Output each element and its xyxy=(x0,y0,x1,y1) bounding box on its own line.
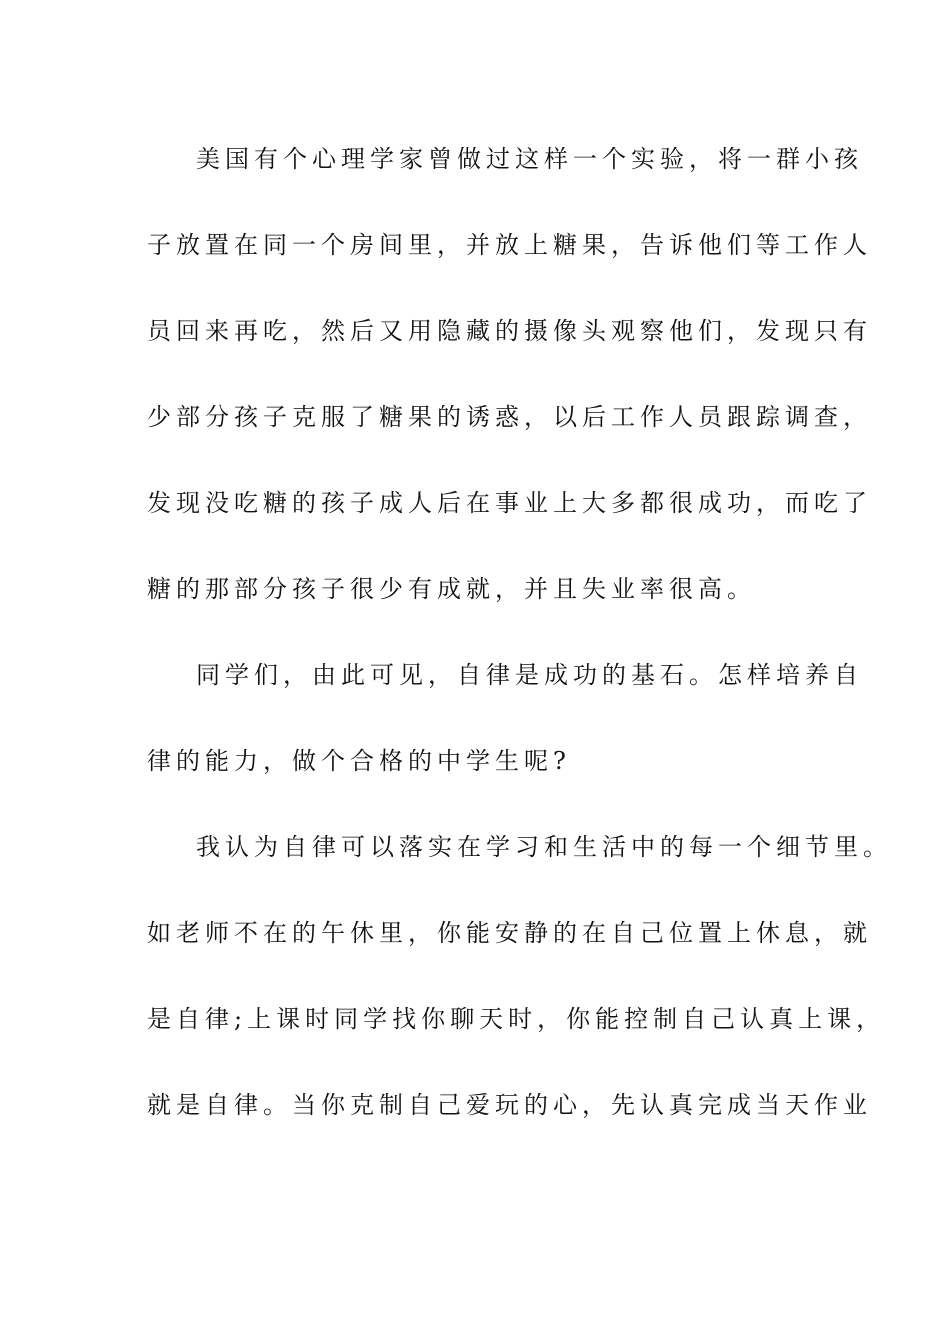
paragraph-3-line-1: 我认为自律可以落实在学习和生活中的每一个细节里。 xyxy=(196,833,892,861)
paragraph-2-line-2: 律的能力，做个合格的中学生呢? xyxy=(147,747,571,775)
paragraph-1-line-2: 子放置在同一个房间里，并放上糖果，告诉他们等工作人 xyxy=(147,231,872,259)
paragraph-3-line-2: 如老师不在的午休里，你能安静的在自己位置上休息，就 xyxy=(147,919,872,947)
paragraph-3-line-4: 就是自律。当你克制自己爱玩的心，先认真完成当天作业 xyxy=(147,1091,872,1119)
paragraph-3-line-3: 是自律;上课时同学找你聊天时，你能控制自己认真上课， xyxy=(147,1005,886,1033)
paragraph-1-line-5: 发现没吃糖的孩子成人后在事业上大多都很成功，而吃了 xyxy=(147,489,872,517)
paragraph-2-line-1: 同学们，由此可见，自律是成功的基石。怎样培养自 xyxy=(196,661,863,689)
paragraph-1-line-3: 员回来再吃，然后又用隐藏的摄像头观察他们，发现只有 xyxy=(147,317,872,345)
paragraph-1-line-4: 少部分孩子克服了糖果的诱惑，以后工作人员跟踪调查， xyxy=(147,403,872,431)
paragraph-1-line-6: 糖的那部分孩子很少有成就，并且失业率很高。 xyxy=(147,575,756,603)
paragraph-1-line-1: 美国有个心理学家曾做过这样一个实验，将一群小孩 xyxy=(196,145,863,173)
